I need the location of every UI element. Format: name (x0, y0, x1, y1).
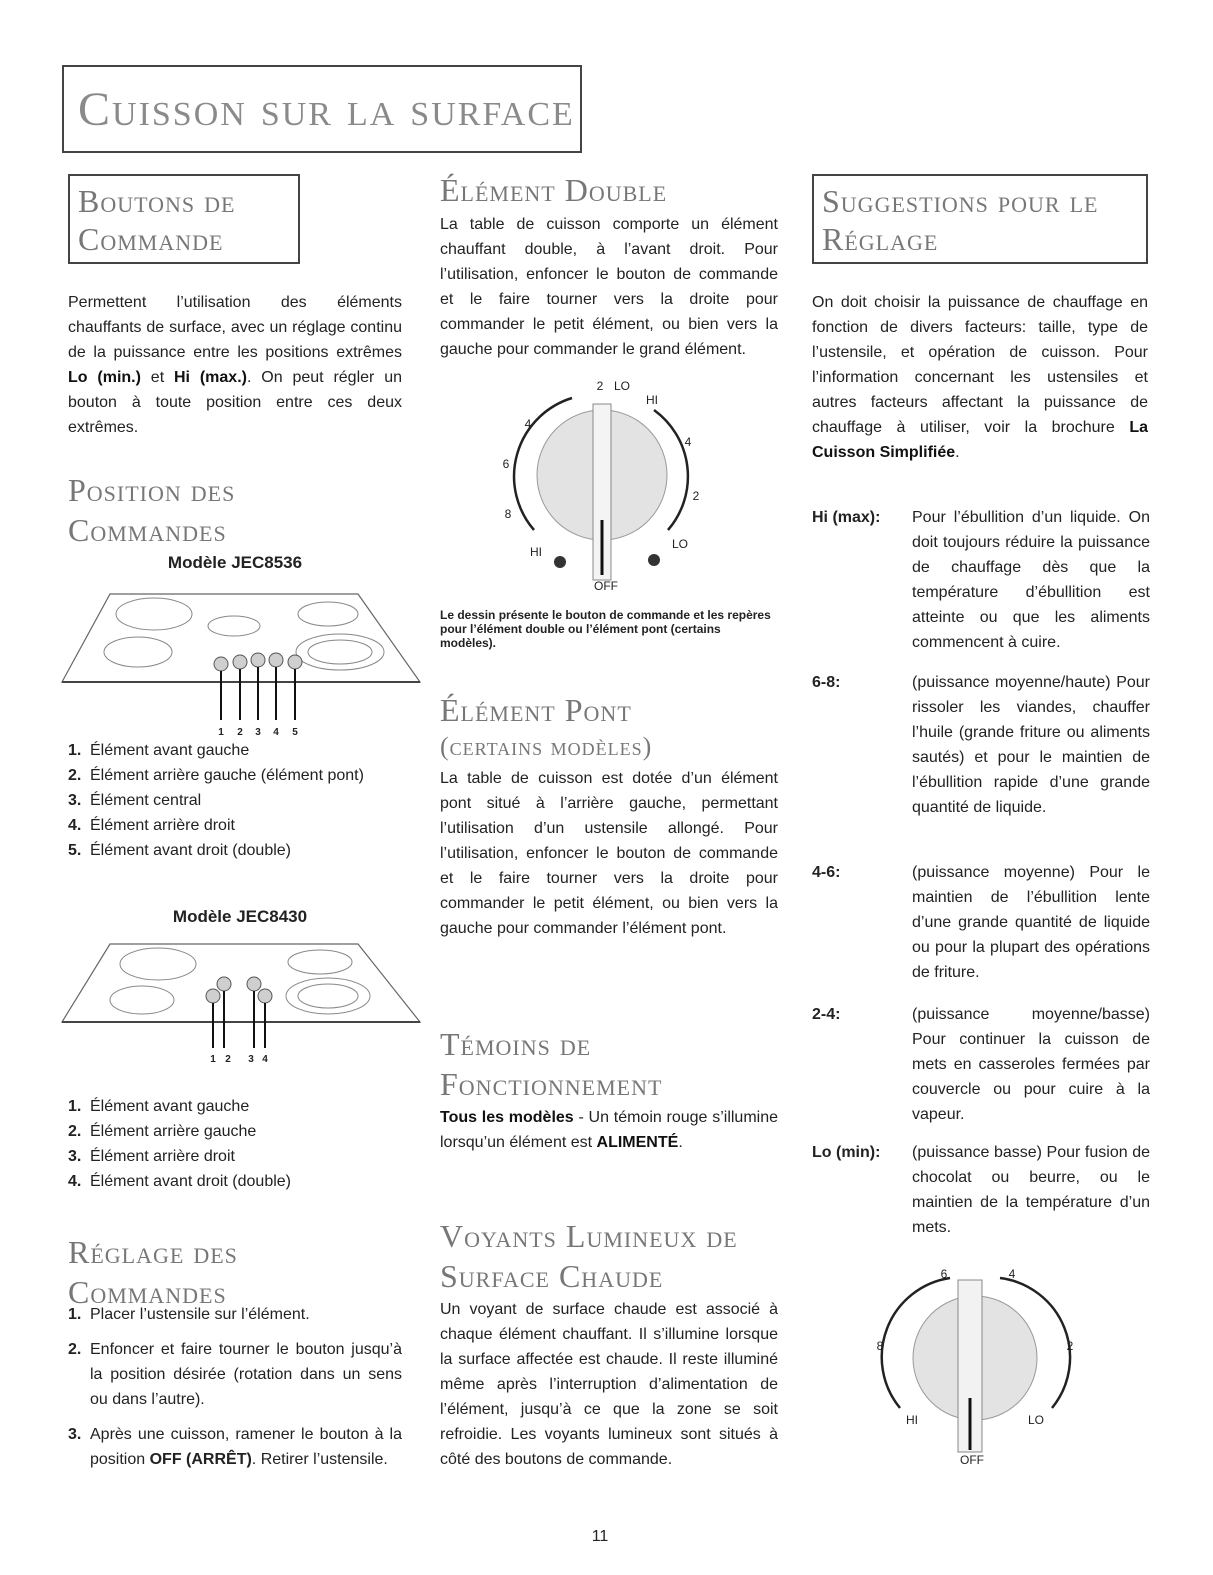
list-item: 2. Élément arrière gauche (élément pont) (68, 767, 364, 784)
setting-desc: (puissance basse) Pour fusion de chocolat ou beurre, ou le maintien de la température d’un mets. (912, 1144, 1150, 1236)
dial2-6: 6 (940, 1267, 948, 1281)
step-item: 2. Enfoncer et faire tourner le bouton jusqu’à la position désirée (rotation dans un sens ou dans l’autre). (68, 1341, 402, 1408)
list-item: 4. Élément avant droit (double) (68, 1173, 291, 1190)
boutons-lo: Lo (min.) (68, 369, 141, 386)
step-item: 3. Après une cuisson, ramener le bouton à la position OFF (ARRÊT). Retirer l’ustensile. (68, 1426, 402, 1468)
control-knob-diagram-double (490, 370, 730, 600)
model1-num-2: 2 (237, 727, 243, 738)
page-number: 11 (591, 1528, 609, 1545)
boutons-text-2: . On peut régler un bouton à toute position entre ces deux extrêmes. (68, 369, 403, 436)
model2-num-1: 1 (210, 1054, 216, 1065)
list-item: 1. Élément avant gauche (68, 1098, 250, 1115)
model1-num-4: 4 (273, 727, 279, 738)
dial-caption: Le dessin présente le bouton de commande et les repères pour l’élément double ou l’élément pont (certains modèles). (440, 608, 771, 650)
boutons-text-1: Permettent l’utilisation des éléments chauffants de surface, avec un réglage continu de la puissance entre les positions extrêmes (68, 294, 402, 361)
voyants-paragraph: Un voyant de surface chaude est associé à chaque élément chauffant. Il s’illumine lorsque la surface affectée est chaude. Il reste illuminé même après l’interruption d’alimentation de l’élément, jusqu’à ce que la zone se soit refroidie. Les voyants lumineux sont situés à côté des boutons de commande. (440, 1301, 778, 1468)
reglage-heading: Réglage des Commandes (68, 1234, 238, 1310)
model1-num-1: 1 (218, 727, 224, 738)
cooktop-diagram-jec8536 (58, 590, 423, 760)
page-title: Cuisson sur la surface (78, 83, 575, 136)
list-item: 5. Élément avant droit (double) (68, 842, 291, 859)
model2-num-4: 4 (262, 1054, 268, 1065)
intro-text: On doit choisir la puissance de chauffage en fonction de divers facteurs: taille, type de l’ustensile, et opération de cuisson. Pour l’information concernant les ustensiles et autres facteurs affectant la puissance de chauffage à utiliser, voir la brochure (812, 294, 1148, 436)
suggestions-heading: Suggestions pour le Réglage (822, 183, 1099, 257)
setting-term: 2-4: (812, 1006, 841, 1023)
pont-paragraph: La table de cuisson est dotée d’un élément pont situé à l’arrière gauche, permettant l’utilisation d’un ustensile allongé. Pour l’utilisation, enfoncer le bouton de commande et le faire tourner vers la droite pour commander le petit élément, ou bien vers la gauche pour commander l’élément pont. (440, 770, 778, 937)
pont-heading: Élément Pont (440, 692, 632, 728)
cooktop-diagram-jec8430 (58, 940, 423, 1070)
list-item: 1. Élément avant gauche (68, 742, 250, 759)
double-paragraph: La table de cuisson comporte un élément chauffant double, à l’avant droit. Pour l’utilisation, enfoncer le bouton de commande et le faire tourner vers la droite pour commander le petit élément, ou bien vers la gauche pour commander le grand élément. (440, 216, 778, 358)
voyants-heading: Voyants Lumineux de Surface Chaude (440, 1218, 738, 1294)
setting-desc: (puissance moyenne) Pour le maintien de l’ébullition lente d’une grande quantité de liquide ou pour la plupart des opérations de friture. (912, 864, 1150, 981)
boutons-hi: Hi (max.) (174, 369, 247, 386)
list-item: 2. Élément arrière gauche (68, 1123, 257, 1140)
dial1-6: 6 (502, 457, 510, 471)
double-heading: Élément Double (440, 172, 668, 208)
temoins-bold2: ALIMENTÉ (596, 1134, 679, 1151)
dial1-lo-top: LO (613, 379, 631, 393)
dial1-off: OFF (594, 579, 618, 593)
model1-label: Modèle JEC8536 (167, 553, 303, 572)
setting-term: Hi (max): (812, 509, 881, 526)
model2-num-2: 2 (225, 1054, 231, 1065)
dial1-4-left: 4 (524, 417, 532, 431)
dial2-8: 8 (876, 1339, 884, 1353)
boutons-et: et (140, 369, 174, 386)
temoins-heading: Témoins de Fonctionnement (440, 1026, 663, 1102)
dial1-hi-top: HI (646, 393, 658, 407)
position-heading: Position des Commandes (68, 472, 236, 548)
control-knob-diagram-single (860, 1258, 1090, 1468)
boutons-heading-box (68, 174, 300, 264)
boutons-heading: Boutons de Commande (78, 183, 236, 257)
step-item: 1. Placer l’ustensile sur l’élément. (68, 1306, 310, 1323)
model1-num-5: 5 (292, 727, 298, 738)
suggestions-intro (812, 290, 1148, 465)
intro-end: . (955, 444, 960, 461)
setting-term: Lo (min): (812, 1144, 881, 1161)
model2-num-3: 3 (248, 1054, 254, 1065)
model2-label: Modèle JEC8430 (172, 907, 308, 926)
temoins-end: . (678, 1134, 683, 1151)
dial1-2-left: 2 (596, 379, 604, 393)
model2-list (68, 1094, 402, 1194)
list-item: 3. Élément central (68, 792, 202, 809)
suggestions-heading-box (812, 174, 1148, 264)
dial2-off: OFF (960, 1453, 984, 1467)
dial2-hi: HI (906, 1413, 918, 1427)
setting-term: 4-6: (812, 864, 841, 881)
dial1-2: 2 (692, 489, 700, 503)
temoins-bold: Tous les modèles (440, 1109, 574, 1126)
list-item: 3. Élément arrière droit (68, 1148, 235, 1165)
setting-desc: Pour l’ébullition d’un liquide. On doit toujours réduire la puissance de chauffage dès que la température d’ébullition est atteinte ou que les aliments commencent à cuire. (912, 509, 1150, 651)
model1-list (68, 738, 402, 863)
dial1-4: 4 (684, 435, 692, 449)
setting-desc: (puissance moyenne/haute) Pour rissoler les viandes, chauffer l’huile (grande friture ou aliments sautés) et pour le maintien de l’ébullition rapide d’une grande quantité de liquide. (912, 674, 1150, 816)
temoins-text: - Un témoin rouge s’illumine lorsqu’un élément est (440, 1109, 779, 1151)
list-item: 4. Élément arrière droit (68, 817, 235, 834)
temoins-paragraph (440, 1105, 778, 1155)
reglage-steps (68, 1302, 402, 1482)
dial1-8: 8 (504, 507, 512, 521)
dial1-lo-bottom: LO (671, 537, 689, 551)
dial1-hi-bottom: HI (530, 545, 542, 559)
dial2-lo: LO (1027, 1413, 1045, 1427)
dial2-4: 4 (1008, 1267, 1016, 1281)
setting-term: 6-8: (812, 674, 841, 691)
model1-num-3: 3 (255, 727, 261, 738)
page-title-box (62, 65, 582, 153)
pont-subheading: (certains modèles) (440, 732, 653, 761)
setting-desc: (puissance moyenne/basse) Pour continuer la cuisson de mets en casseroles fermées par couvercle ou pour cuire à la vapeur. (912, 1006, 1150, 1123)
dial2-2: 2 (1066, 1339, 1074, 1353)
intro-bold: La Cuisson Simplifiée (812, 419, 1148, 461)
boutons-paragraph (68, 290, 402, 440)
